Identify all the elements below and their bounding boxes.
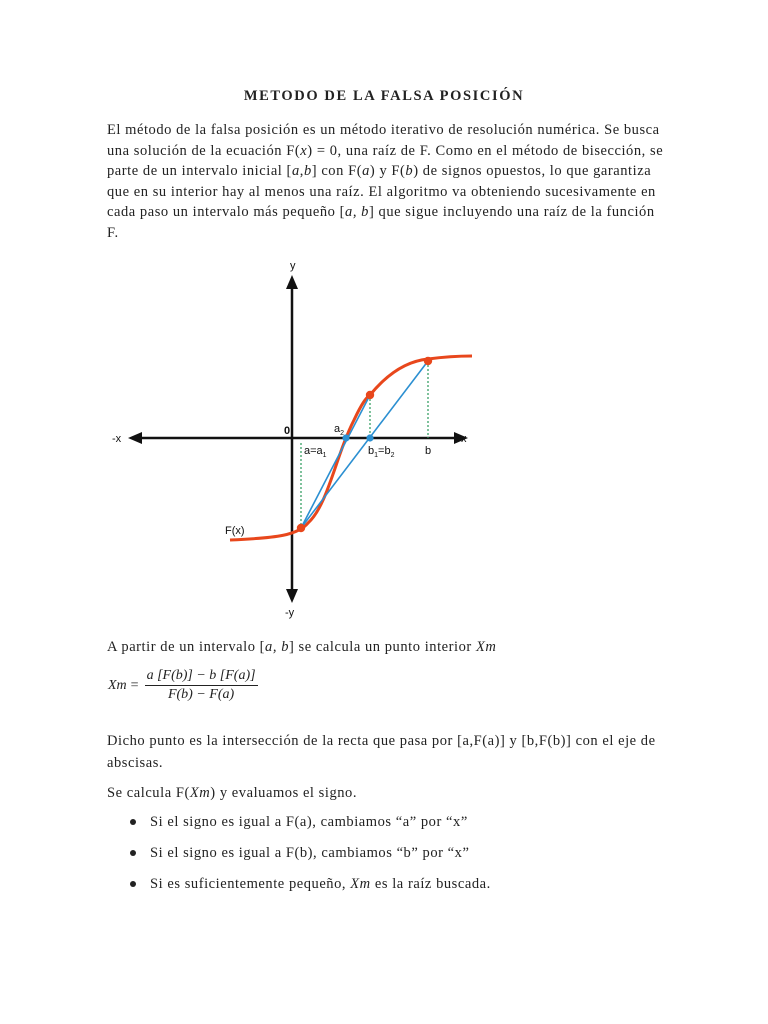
list-item-text: Si es suficientemente pequeño,	[150, 876, 351, 892]
list-item-text: es la raíz buscada.	[370, 876, 491, 892]
math-var: Xm	[189, 785, 211, 801]
rules-list	[130, 812, 491, 905]
math-var: b	[405, 163, 414, 179]
text-segment: ] que sigue incluyendo una raíz de la función F.	[107, 204, 655, 241]
list-item	[130, 874, 491, 905]
text-segment: ,	[299, 163, 304, 179]
intersection-paragraph: Dicho punto es la intersección de la recta que pasa por [a,F(a)] y [b,F(b)] con el eje de abscisas.	[107, 733, 656, 771]
text-segment: ] se calcula un punto interior	[289, 639, 476, 655]
bullet-icon	[130, 819, 136, 825]
point-fb1	[366, 391, 374, 399]
label-b: b	[425, 445, 432, 457]
list-item	[130, 812, 491, 843]
list-item	[130, 843, 491, 874]
label-y: y	[290, 260, 296, 272]
formula-lhs: Xm	[108, 677, 127, 693]
evaluate-paragraph	[107, 783, 667, 804]
math-var: a, b	[265, 639, 289, 655]
math-var: a	[291, 163, 300, 179]
document-title: METODO DE LA FALSA POSICIÓN	[243, 88, 525, 104]
point-b1	[366, 434, 373, 441]
label-neg-x: -x	[112, 433, 122, 445]
list-item-text: Si el signo es igual a F(a), cambiamos “a” por “x”	[150, 814, 468, 830]
text-segment: ) de signos opuestos, lo que garantiza que en su interior hay al menos una raíz. El algoritmo va obteniendo sucesivamente en cada paso un intervalo más pequeño [	[107, 163, 656, 220]
label-a2-sub: 2	[340, 430, 345, 437]
x-axis-left-arrow	[128, 432, 142, 444]
text-segment: ) y evaluamos el signo.	[210, 785, 358, 801]
math-var: a, b	[345, 204, 369, 220]
math-var: x	[300, 142, 308, 159]
label-neg-y: -y	[285, 607, 295, 619]
label-b2-sub: 2	[390, 452, 395, 459]
math-var: b	[303, 163, 312, 179]
label-origin: 0	[284, 425, 291, 437]
label-a2-text: a	[334, 423, 341, 435]
interval-paragraph	[107, 637, 667, 658]
label-a1-sub: 1	[322, 452, 327, 459]
text-segment: ) y F(	[369, 163, 406, 179]
label-a-eq: a=a	[304, 445, 323, 457]
text-segment: ) = 0, una raíz de F. Como en el método de bisección, se parte de un intervalo inicial [	[107, 142, 664, 179]
label-a-eq-a1	[304, 445, 327, 459]
text-segment: El método de la falsa posición es un método iterativo de resolución numérica. Se busca una solución de la ecuación F(	[107, 122, 660, 159]
label-a2	[334, 423, 344, 437]
false-position-diagram	[108, 255, 488, 635]
label-fx: F(x)	[225, 525, 245, 537]
y-axis-down-arrow	[286, 589, 298, 603]
label-x: x	[461, 433, 467, 445]
bullet-icon	[130, 881, 136, 887]
label-b1-text: b	[368, 445, 375, 457]
formula-numerator: a [F(b)] − b [F(a)]	[145, 668, 258, 686]
label-b1-eq: =b	[378, 445, 391, 457]
math-var: Xm	[350, 876, 371, 892]
y-axis-up-arrow	[286, 275, 298, 289]
point-fb	[424, 357, 432, 365]
text-segment: ] con F(	[311, 163, 363, 179]
bullet-icon	[130, 850, 136, 856]
xm-formula	[108, 668, 258, 703]
formula-denominator: F(b) − F(a)	[167, 687, 235, 702]
label-b1-sub: 1	[374, 452, 379, 459]
secant-line-2	[301, 395, 370, 528]
math-var: a	[362, 163, 370, 179]
math-var: Xm	[475, 639, 497, 655]
point-fa	[297, 524, 305, 532]
diagram-svg	[108, 255, 488, 630]
formula-equals: =	[130, 677, 139, 693]
label-b1-eq-b2	[368, 445, 395, 459]
intro-paragraph	[107, 120, 667, 243]
function-curve	[230, 356, 472, 540]
text-segment: Se calcula F(	[107, 785, 190, 801]
text-segment: A partir de un intervalo [	[107, 639, 266, 655]
formula-fraction	[145, 668, 258, 703]
list-item-text: Si el signo es igual a F(b), cambiamos “b” por “x”	[150, 845, 470, 861]
